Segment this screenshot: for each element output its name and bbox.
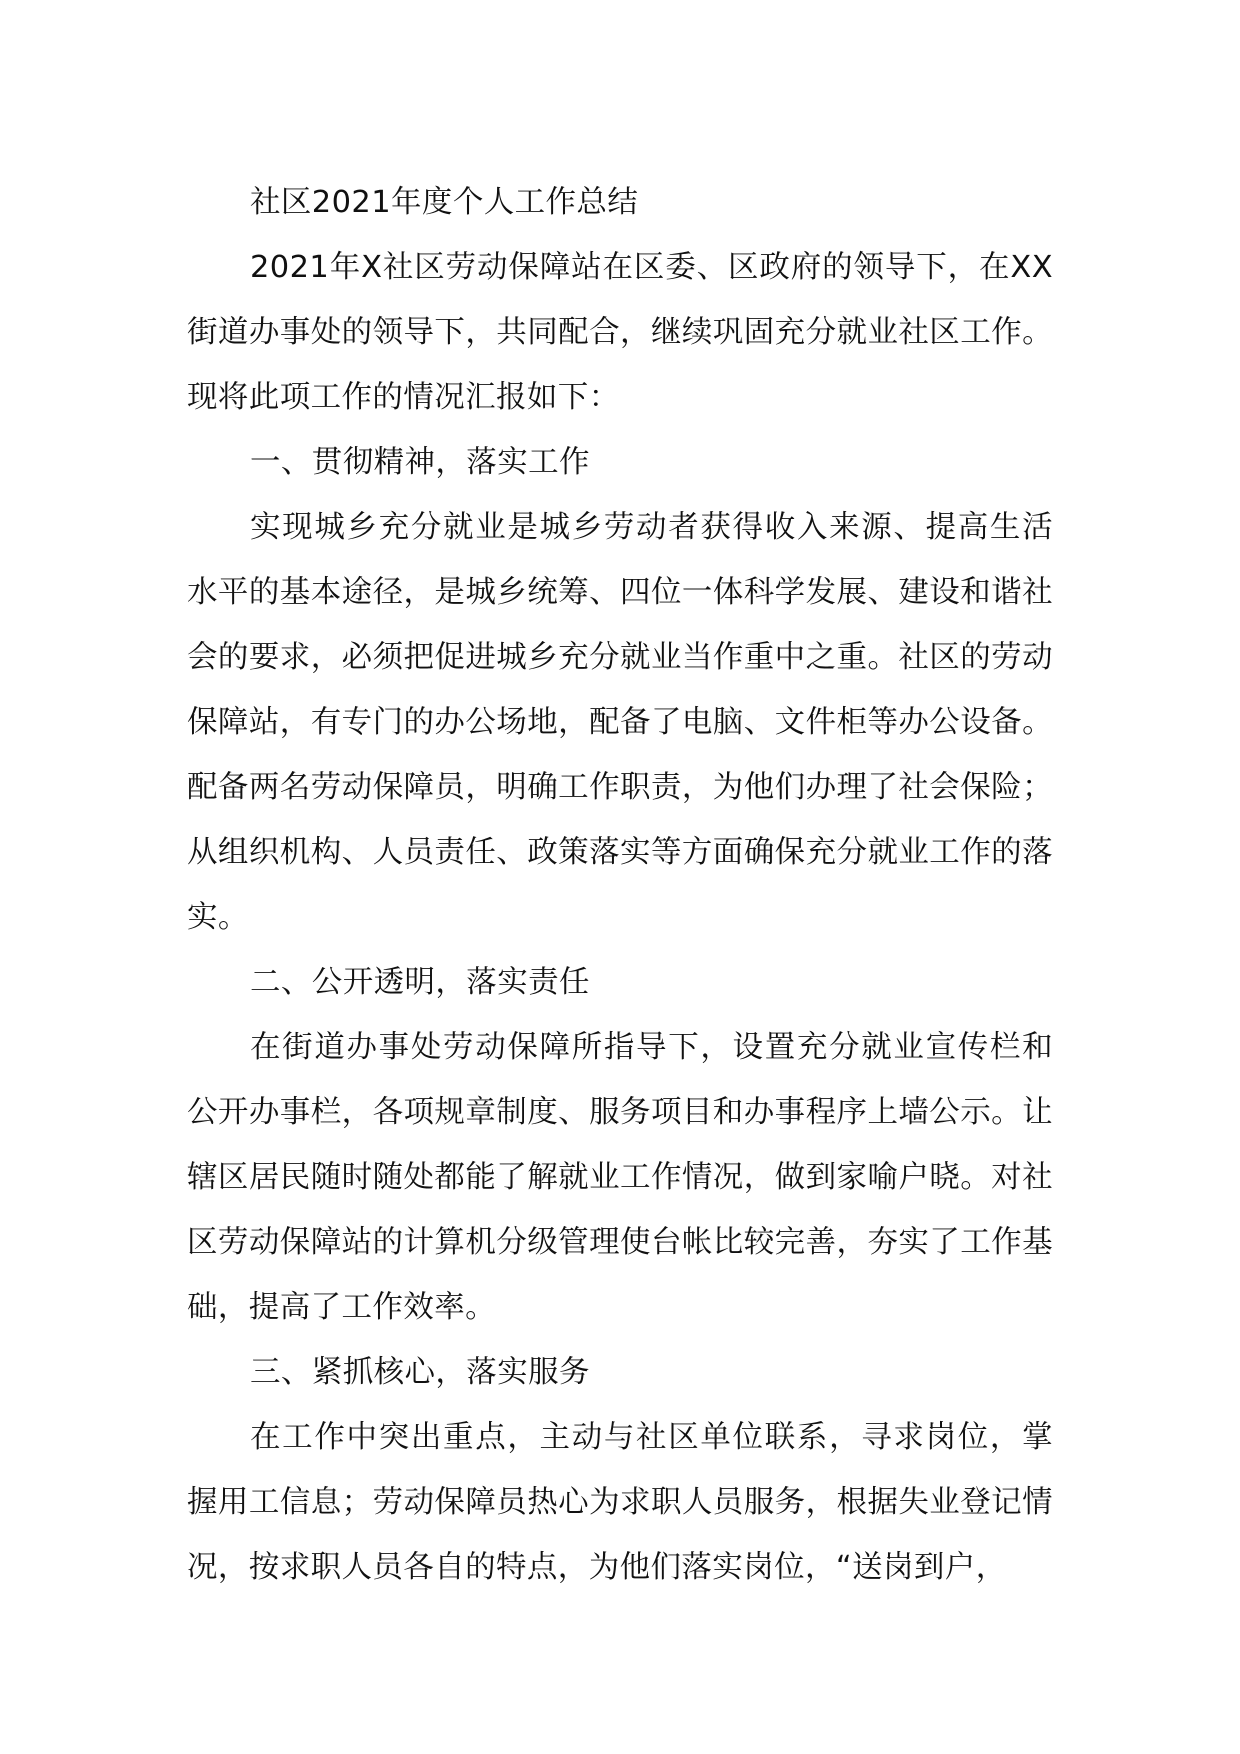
section-1-body: 实现城乡充分就业是城乡劳动者获得收入来源、提高生活水平的基本途径，是城乡统筹、四位一体科学发展、建设和谐社会的要求，必须把促进城乡充分就业当作重中之重。社区的劳动保障站，有专门的办公场地，配备了电脑、文件柜等办公设备。配备两名劳动保障员，明确工作职责，为他们办理了社会保险；从组织机构、人员责任、政策落实等方面确保充分就业工作的落实。 [187,510,1053,935]
section-3-body: 在工作中突出重点，主动与社区单位联系，寻求岗位，掌握用工信息；劳动保障员热心为求职人员服务，根据失业登记情况，按求职人员各自的特点，为他们落实岗位，“送岗到户， [187,1420,1053,1585]
document-body [187,170,1053,1600]
section-3-heading: 三、紧抓核心，落实服务 [250,1355,590,1390]
section-2-body: 在街道办事处劳动保障所指导下，设置充分就业宣传栏和公开办事栏，各项规章制度、服务项目和办事程序上墙公示。让辖区居民随时随处都能了解就业工作情况，做到家喻户晓。对社区劳动保障站的计算机分级管理使台帐比较完善，夯实了工作基础，提高了工作效率。 [187,1030,1053,1325]
document-title: 社区2021年度个人工作总结 [250,185,639,220]
intro-paragraph: 2021年X社区劳动保障站在区委、区政府的领导下，在XX街道办事处的领导下，共同配合，继续巩固充分就业社区工作。现将此项工作的情况汇报如下： [187,250,1053,415]
section-2-heading: 二、公开透明，落实责任 [250,965,590,1000]
section-1-heading: 一、贯彻精神，落实工作 [250,445,590,480]
